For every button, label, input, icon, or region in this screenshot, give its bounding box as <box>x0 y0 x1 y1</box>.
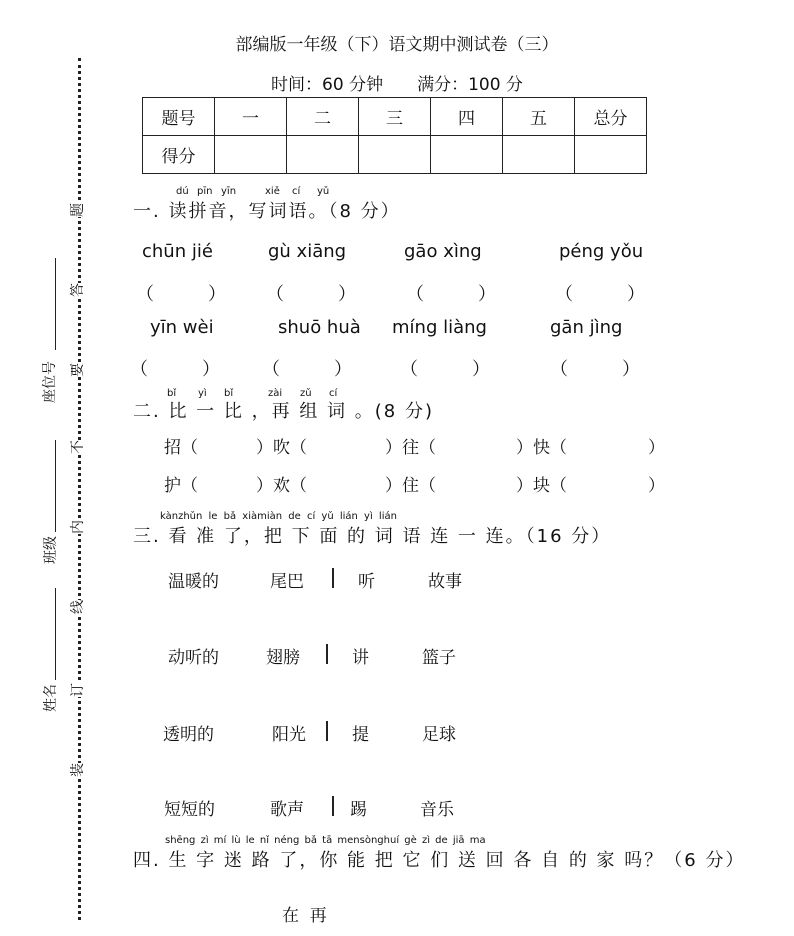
margin-notice-1: 题 <box>67 203 87 217</box>
match-word-left[interactable]: 短短的 <box>164 800 215 820</box>
score-table-cell: 四 <box>431 98 503 136</box>
name-blank-line <box>55 588 56 680</box>
pinyin-ruby: yīn <box>221 186 237 197</box>
score-table-cell: 总分 <box>575 98 647 136</box>
answer-blank[interactable]: （ ） <box>406 284 496 305</box>
score-table-cell: 五 <box>503 98 575 136</box>
match-word-far[interactable]: 故事 <box>428 572 462 592</box>
pinyin-ruby: cí <box>292 186 301 197</box>
match-word-far[interactable]: 足球 <box>422 725 456 745</box>
seat-label: 座位号 <box>42 361 58 403</box>
score-table-score-row <box>143 136 647 174</box>
pinyin-word: chūn jié <box>142 241 213 262</box>
margin-notice-3: 要 <box>67 363 87 377</box>
char-compare: ）住（ <box>385 476 436 496</box>
match-word-far[interactable]: 篮子 <box>422 648 456 668</box>
score-table-header-row <box>143 98 647 136</box>
score-table-cell: 二 <box>287 98 359 136</box>
char-compare: ）欢（ <box>256 476 307 496</box>
match-word-far[interactable]: 音乐 <box>420 800 454 820</box>
char-compare: ）吹（ <box>256 438 307 458</box>
time-and-score: 时间：60 分钟 满分：100 分 <box>271 75 523 95</box>
answer-blank[interactable]: （ ） <box>550 359 640 380</box>
match-word-right[interactable]: 听 <box>358 572 375 592</box>
section-4-title: 四. 生 字 迷 路 了，你 能 把 它 们 送 回 各 自 的 家 吗？（6 分） <box>133 850 746 871</box>
pinyin-word: gù xiāng <box>268 241 347 262</box>
score-input-cell[interactable] <box>215 136 287 174</box>
match-word-left[interactable]: 动听的 <box>168 648 219 668</box>
char-compare: 护（ <box>164 476 198 496</box>
score-table-cell: 得分 <box>143 136 215 174</box>
divider <box>326 721 328 741</box>
answer-blank[interactable]: （ ） <box>555 284 645 305</box>
pinyin-ruby: yì <box>198 388 207 399</box>
char-compare: ）往（ <box>385 438 436 458</box>
char-compare: ） <box>648 476 665 496</box>
divider <box>332 568 334 588</box>
char-compare: ） <box>648 438 665 458</box>
score-input-cell[interactable] <box>431 136 503 174</box>
pinyin-word: gāo xìng <box>404 241 482 262</box>
pinyin-ruby: dú <box>176 186 189 197</box>
margin-notice-4: 不 <box>67 440 87 454</box>
margin-notice-6: 线 <box>67 600 87 614</box>
pinyin-ruby: bǐ <box>167 388 177 399</box>
match-word-right[interactable]: 提 <box>352 725 369 745</box>
match-word-mid[interactable]: 阳光 <box>272 725 306 745</box>
section-4-chars: 在 再 <box>282 906 327 926</box>
pinyin-ruby: pīn <box>197 186 213 197</box>
match-word-left[interactable]: 透明的 <box>163 725 214 745</box>
pinyin-ruby: bǐ <box>224 388 234 399</box>
answer-blank[interactable]: （ ） <box>130 359 220 380</box>
char-compare: ）块（ <box>516 476 567 496</box>
pinyin-word: míng liàng <box>392 317 487 338</box>
class-blank-line <box>55 440 56 532</box>
match-word-left[interactable]: 温暖的 <box>168 572 219 592</box>
pinyin-ruby: zǔ <box>300 388 312 399</box>
score-table-cell: 题号 <box>143 98 215 136</box>
name-label: 姓名 <box>43 684 59 712</box>
margin-notice-2: 答 <box>67 283 87 297</box>
answer-blank[interactable]: （ ） <box>400 359 490 380</box>
section-3-title: 三. 看 准 了，把 下 面 的 词 语 连 一 连。（16 分） <box>133 526 612 547</box>
section-1-title: 一. 读拼音，写词语。（8 分） <box>133 201 401 222</box>
char-compare: ）快（ <box>516 438 567 458</box>
pinyin-word: yīn wèi <box>150 317 214 338</box>
score-input-cell[interactable] <box>287 136 359 174</box>
class-label: 班级 <box>43 536 59 564</box>
char-compare: 招（ <box>164 438 198 458</box>
page-title: 部编版一年级（下）语文期中测试卷（三） <box>235 35 559 55</box>
pinyin-word: gān jìng <box>550 317 623 338</box>
match-word-right[interactable]: 踢 <box>350 800 367 820</box>
score-table-cell: 三 <box>359 98 431 136</box>
pinyin-ruby: shēng zì mí lù le nǐ néng bǎ tā mensònghuí gè zì de jiā ma <box>165 835 486 846</box>
score-table <box>142 97 647 174</box>
pinyin-ruby: xiě <box>265 186 280 197</box>
answer-blank[interactable]: （ ） <box>136 284 226 305</box>
score-table-cell: 一 <box>215 98 287 136</box>
match-word-mid[interactable]: 歌声 <box>270 800 304 820</box>
score-input-cell[interactable] <box>575 136 647 174</box>
match-word-mid[interactable]: 尾巴 <box>270 572 304 592</box>
margin-notice-7: 订 <box>67 683 87 697</box>
match-word-mid[interactable]: 翅膀 <box>266 648 300 668</box>
pinyin-word: shuō huà <box>278 317 361 338</box>
answer-blank[interactable]: （ ） <box>262 359 352 380</box>
score-input-cell[interactable] <box>503 136 575 174</box>
margin-notice-5: 内 <box>67 520 87 534</box>
seat-blank-line <box>55 258 56 350</box>
divider <box>326 644 328 664</box>
pinyin-ruby: cí <box>329 388 338 399</box>
margin-notice-8: 装 <box>67 763 87 777</box>
pinyin-ruby: kànzhǔn le bǎ xiàmiàn de cí yǔ lián yì lián <box>160 511 397 522</box>
answer-blank[interactable]: （ ） <box>266 284 356 305</box>
pinyin-ruby: zài <box>268 388 283 399</box>
score-input-cell[interactable] <box>359 136 431 174</box>
match-word-right[interactable]: 讲 <box>352 648 369 668</box>
pinyin-word: péng yǒu <box>559 241 644 262</box>
divider <box>332 796 334 816</box>
section-2-title: 二. 比 一 比 ，再 组 词 。(8 分) <box>133 401 434 422</box>
binding-dotted-line <box>78 58 81 920</box>
pinyin-ruby: yǔ <box>317 186 330 197</box>
